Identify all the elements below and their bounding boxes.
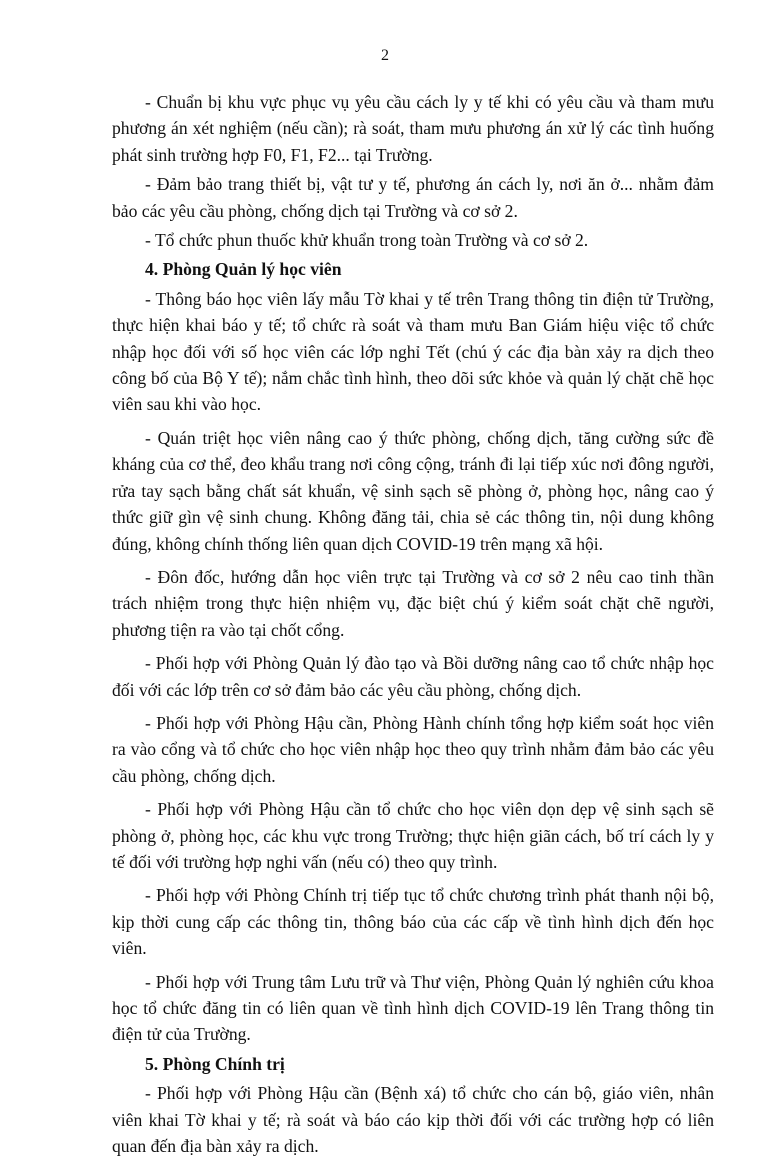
paragraph-disinfection: - Tổ chức phun thuốc khử khuẩn trong toàn Trường và cơ sở 2. — [145, 230, 589, 251]
paragraph-health-declaration: - Thông báo học viên lấy mẫu Tờ khai y tế trên Trang thông tin điện tử Trường, thực hiện khai báo y tế; tổ chức rà soát và tham mưu Ban Giám hiệu việc tổ chức nhập học đối với số học viên các lớp nghỉ Tết (chú ý các địa bàn xảy ra dịch theo công bố của Bộ Y tế); nắm chắc tình hình, theo dõi sức khỏe và quản lý chặt chẽ học viên sau khi vào học. — [112, 288, 714, 415]
paragraph-on-duty: - Đôn đốc, hướng dẫn học viên trực tại Trường và cơ sở 2 nêu cao tinh thần trách nhiệm trong thực hiện nhiệm vụ, đặc biệt chú ý kiểm soát chặt chẽ người, phương tiện ra vào tại chốt cổng. — [112, 566, 714, 640]
paragraph-gate-control: - Phối hợp với Phòng Hậu cần, Phòng Hành chính tổng hợp kiểm soát học viên ra vào cổng và tổ chức cho học viên nhập học theo quy trình nhằm đảm bảo các yêu cầu phòng, chống dịch. — [112, 712, 714, 786]
document-body — [112, 89, 714, 1159]
paragraph-staff-declaration: - Phối hợp với Phòng Hậu cần (Bệnh xá) tổ chức cho cán bộ, giáo viên, nhân viên khai Tờ khai y tế; rà soát và báo cáo kịp thời đối với các trường hợp có liên quan đến địa bàn xảy ra dịch. — [112, 1083, 714, 1157]
paragraph-training-coordination: - Phối hợp với Phòng Quản lý đào tạo và Bồi dưỡng nâng cao tổ chức nhập học đối với các lớp trên cơ sở đảm bảo các yêu cầu phòng, chống dịch. — [112, 653, 714, 700]
paragraph-isolation-area: - Chuẩn bị khu vực phục vụ yêu cầu cách ly y tế khi có yêu cầu và tham mưu phương án xét nghiệm (nếu cần); rà soát, tham mưu phương án xử lý các tình huống phát sinh trường hợp F0, F1, F2... tại Trường. — [112, 92, 714, 165]
section-heading-student-management: 4. Phòng Quản lý học viên — [145, 259, 342, 280]
paragraph-news-posting: - Phối hợp với Trung tâm Lưu trữ và Thư viện, Phòng Quản lý nghiên cứu khoa học tổ chức đăng tin có liên quan về tình hình dịch COVID-19 lên Trang thông tin điện tử của Trường. — [112, 971, 714, 1045]
paragraph-broadcast: - Phối hợp với Phòng Chính trị tiếp tục tổ chức chương trình phát thanh nội bộ, kịp thời cung cấp các thông tin, thông báo của các cấp về tình hình dịch đến học viên. — [112, 885, 714, 959]
paragraph-medical-equipment: - Đảm bảo trang thiết bị, vật tư y tế, phương án cách ly, nơi ăn ở... nhằm đảm bảo các yêu cầu phòng, chống dịch tại Trường và cơ sở 2. — [112, 174, 714, 221]
section-heading-political-office: 5. Phòng Chính trị — [145, 1053, 285, 1074]
paragraph-cleaning: - Phối hợp với Phòng Hậu cần tổ chức cho học viên dọn dẹp vệ sinh sạch sẽ phòng ở, phòng học, các khu vực trong Trường; thực hiện giãn cách, bố trí cách ly y tế đối với trường hợp nghi vấn (nếu có) theo quy trình. — [112, 799, 714, 872]
paragraph-awareness: - Quán triệt học viên nâng cao ý thức phòng, chống dịch, tăng cường sức đề kháng của cơ thể, đeo khẩu trang nơi công cộng, tránh đi lại tiếp xúc nơi đông người, rửa tay sạch bằng chất sát khuẩn, vệ sinh sạch sẽ phòng ở, phòng học, nâng cao ý thức giữ gìn vệ sinh chung. Không đăng tải, chia sẻ các thông tin, nội dung không đúng, không chính thống liên quan dịch COVID-19 trên mạng xã hội. — [112, 427, 714, 554]
page-number: 2 — [381, 47, 389, 64]
